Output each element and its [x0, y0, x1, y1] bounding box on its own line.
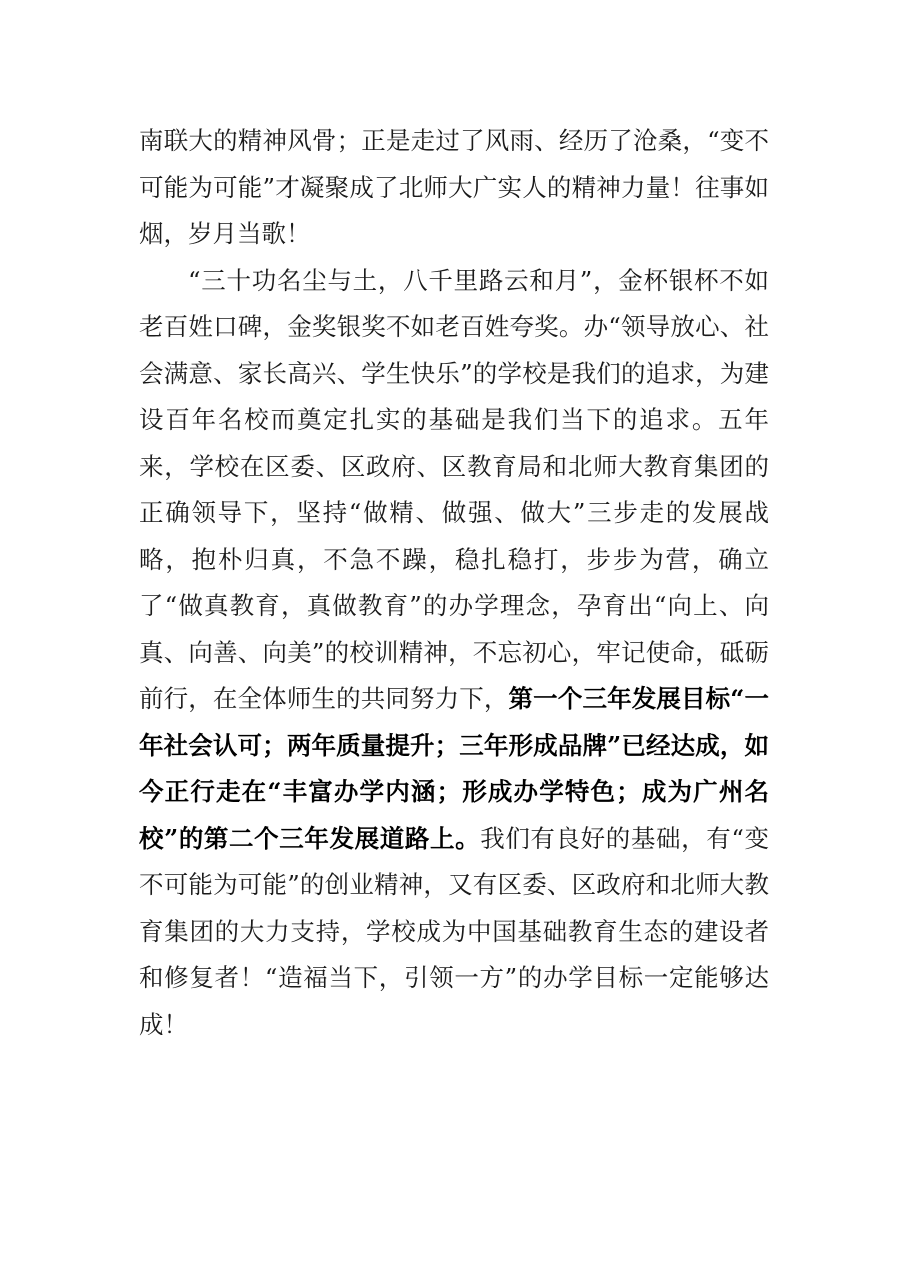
body-text: [139, 118, 769, 1048]
text-run: 南联大的精神风骨；正是走过了风雨、经历了沧桑，“变不可能为可能”才凝聚成了北师大广实人的精神力量！往事如烟，岁月当歌！: [139, 126, 769, 248]
paragraph-main: [139, 258, 769, 1049]
paragraph-continuation: [139, 118, 769, 258]
text-run: 我们有良好的基础，有“变不可能为可能”的创业精神，又有区委、区政府和北师大教育集团的大力支持，学校成为中国基础教育生态的建设者和修复者！“造福当下，引领一方”的办学目标一定能够达成！: [139, 823, 769, 1039]
text-run: “三十功名尘与土，八千里路云和月”，金杯银杯不如老百姓口碑，金奖银奖不如老百姓夸奖。办“领导放心、社会满意、家长高兴、学生快乐”的学校是我们的追求，为建设百年名校而奠定扎实的基础是我们当下的追求。五年来，学校在区委、区政府、区教育局和北师大教育集团的正确领导下，坚持“做精、做强、做大”三步走的发展战略，抱朴归真，不急不躁，稳扎稳打，步步为营，确立了“做真教育，真做教育”的办学理念，孕育出“向上、向真、向善、向美”的校训精神，不忘初心，牢记使命，砥砺前行，在全体师生的共同努力下，: [139, 265, 769, 713]
bold-text-run: 第一个三年发展目标“一年社会认可；两年质量提升；三年形成品牌”已经达成，如今正行走在“丰富办学内涵；形成办学特色；成为广州名校”的第二个三年发展道路上。: [139, 684, 770, 853]
